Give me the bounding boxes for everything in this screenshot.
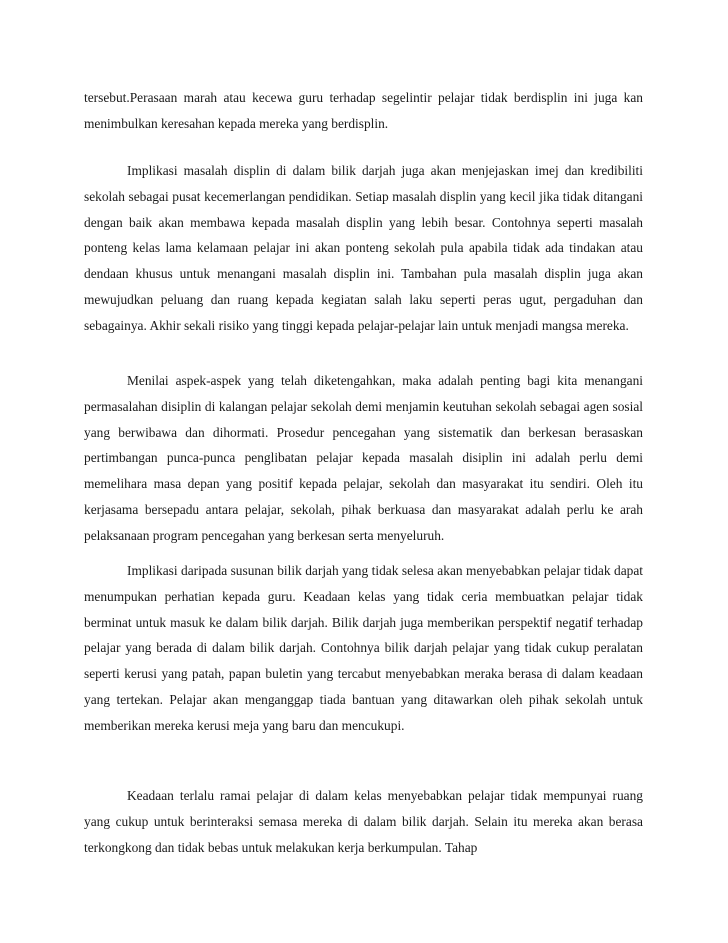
paragraph-2-text: Implikasi masalah displin di dalam bilik darjah juga akan menjejaskan imej dan kredibiliti sekolah sebagai pusat kecemerlangan pendidikan. Setiap masalah displin yang kecil jika tidak ditangani dengan baik akan membawa kepada masalah displin yang lebih besar. Contohnya seperti masalah ponteng kelas lama kelamaan pelajar ini akan ponteng sekolah pula apabila tidak ada tindakan atau dendaan khusus untuk menangani masalah displin ini. Tambahan pula masalah displin juga akan mewujudkan peluang dan ruang kepada kegiatan salah laku seperti peras ugut, pergaduhan dan sebagainya. Akhir sekali risiko yang tinggi kepada pelajar-pelajar lain untuk menjadi mangsa mereka.: [84, 163, 643, 333]
paragraph-1-text: tersebut.Perasaan marah atau kecewa guru terhadap segelintir pelajar tidak berdisplin ini juga kan menimbulkan keresahan kepada mereka yang berdisplin.: [84, 90, 643, 131]
paragraph-prevention: [84, 368, 643, 549]
paragraph-discipline-impact: [84, 158, 643, 339]
paragraph-3-text: Menilai aspek-aspek yang telah diketengahkan, maka adalah penting bagi kita menangani permasalahan disiplin di kalangan pelajar sekolah demi menjamin keutuhan sekolah sebagai agen sosial yang berwibawa dan dihormati. Prosedur pencegahan yang sistematik dan berkesan berasaskan pertimbangan punca-punca penglibatan pelajar kepada masalah disiplin ini adalah perlu demi memelihara masa depan yang positif kepada pelajar, sekolah dan masyarakat itu sendiri. Oleh itu kerjasama bersepadu antara pelajar, sekolah, pihak berkuasa dan masyarakat adalah perlu ke arah pelaksanaan program pencegahan yang berkesan serta menyeluruh.: [84, 373, 643, 543]
paragraph-continuation: [84, 85, 643, 137]
paragraph-classroom-layout: [84, 558, 643, 739]
paragraph-5-text: Keadaan terlalu ramai pelajar di dalam kelas menyebabkan pelajar tidak mempunyai ruang yang cukup untuk berinteraksi semasa mereka di dalam bilik darjah. Selain itu mereka akan berasa terkongkong dan tidak bebas untuk melakukan kerja berkumpulan. Tahap: [84, 788, 643, 855]
paragraph-4-text: Implikasi daripada susunan bilik darjah yang tidak selesa akan menyebabkan pelajar tidak dapat menumpukan perhatian kepada guru. Keadaan kelas yang tidak ceria membuatkan pelajar tidak berminat untuk masuk ke dalam bilik darjah. Bilik darjah juga memberikan perspektif negatif terhadap pelajar yang berada di dalam bilik darjah. Contohnya bilik darjah pelajar yang tidak cukup peralatan seperti kerusi yang patah, papan buletin yang tercabut menyebabkan meraka berasa di dalam keadaan yang tertekan. Pelajar akan menganggap tiada bantuan yang ditawarkan oleh pihak sekolah untuk memberikan mereka kerusi meja yang baru dan mencukupi.: [84, 563, 643, 733]
paragraph-overcrowding: [84, 783, 643, 860]
